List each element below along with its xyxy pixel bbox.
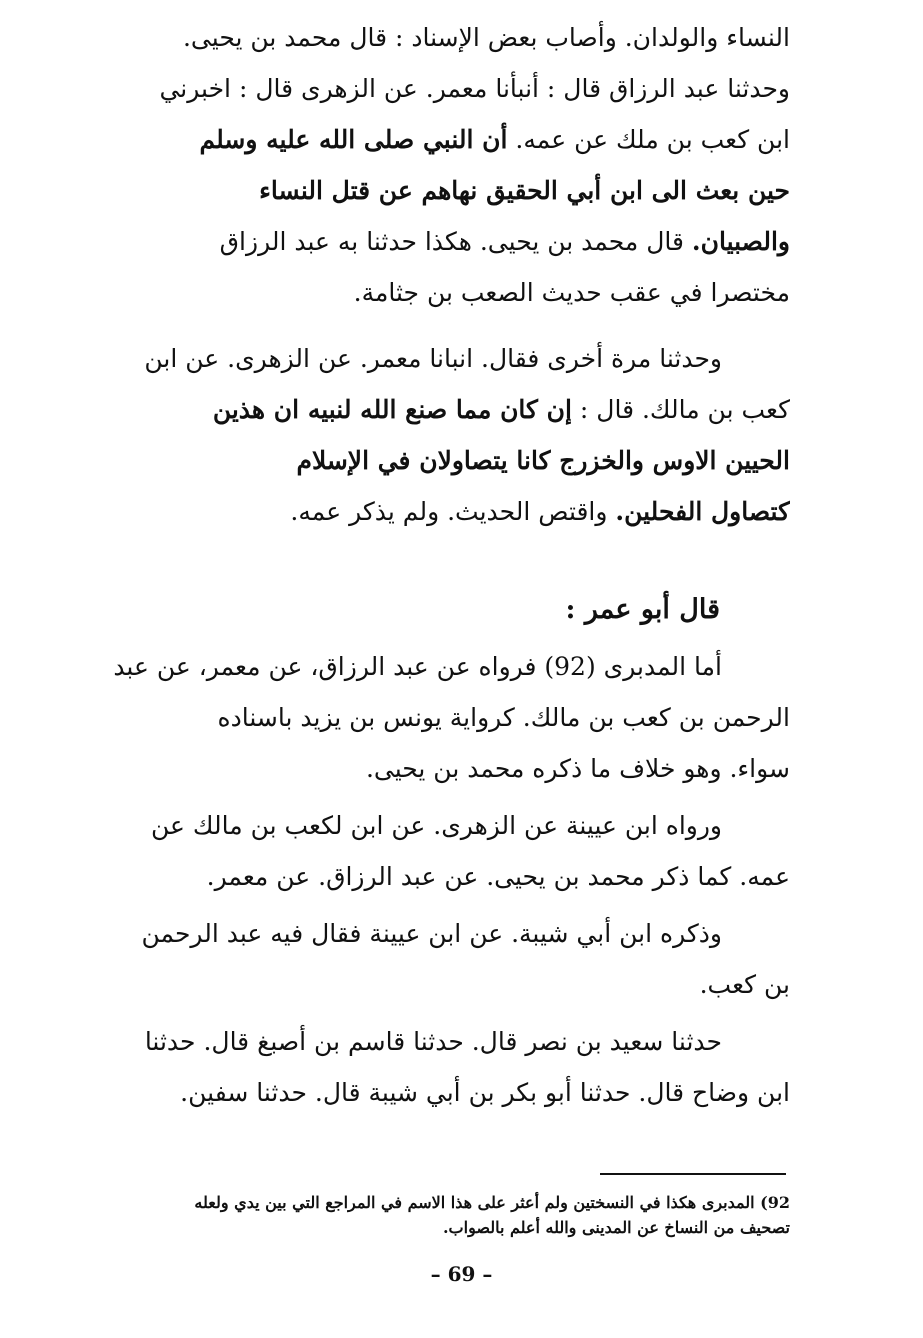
text-run: وحدثنا مرة أخرى فقال. انبانا معمر. عن الزهرى. عن ابن (144, 344, 722, 373)
text-line (110, 114, 790, 165)
text-line (110, 63, 790, 114)
text-line (110, 12, 790, 63)
text-line (110, 1016, 790, 1067)
text-line (110, 165, 790, 216)
footnote-line: 92) المدبرى هكذا في النسختين ولم أعثر على هذا الاسم في المراجع التي بين يدي ولعله (194, 1193, 790, 1212)
text-line (110, 743, 790, 794)
text-run: أما المدبرى (92) فرواه عن عبد الرزاق، عن معمر، عن عبد (113, 652, 722, 681)
text-run: وذكره ابن أبي شيبة. عن ابن عيينة فقال فيه عبد الرحمن (141, 919, 722, 948)
text-line (110, 908, 790, 959)
paragraph-1 (110, 12, 790, 318)
hadith-text: الحيين الاوس والخزرج كانا يتصاولان في الإسلام (296, 446, 790, 475)
paragraph-5 (110, 908, 790, 1010)
text-line (110, 641, 790, 692)
paragraph-3 (110, 641, 790, 794)
page-body (110, 12, 790, 1118)
section-heading: قال أبو عمر : (565, 594, 720, 625)
page-number: – 69 – (430, 1262, 493, 1286)
text-run: النساء والولدان. وأصاب بعض الإسناد : قال محمد بن يحيى. (182, 23, 790, 52)
text-line (110, 486, 790, 537)
footnote-divider (600, 1173, 786, 1175)
text-line (110, 267, 790, 318)
text-line (110, 959, 790, 1010)
text-run: ورواه ابن عيينة عن الزهرى. عن ابن لكعب بن مالك عن (151, 811, 722, 840)
text-line (110, 216, 790, 267)
text-run: حدثنا سعيد بن نصر قال. حدثنا قاسم بن أصبغ قال. حدثنا (144, 1027, 722, 1056)
text-run: ابن كعب بن ملك عن عمه. (507, 125, 790, 154)
text-run: سواء. وهو خلاف ما ذكره محمد بن يحيى. (365, 754, 790, 783)
hadith-text: حين بعث الى ابن أبي الحقيق نهاهم عن قتل النساء (259, 176, 790, 205)
text-run: عمه. كما ذكر محمد بن يحيى. عن عبد الرزاق. عن معمر. (206, 862, 790, 891)
text-line (110, 1067, 790, 1118)
text-line (110, 384, 790, 435)
footnote-line: تصحيف من النساخ عن المدينى والله أعلم بالصواب. (442, 1218, 790, 1237)
text-line (110, 692, 790, 743)
text-run: كعب بن مالك. قال : (571, 395, 790, 424)
text-run: مختصرا في عقب حديث الصعب بن جثامة. (353, 278, 790, 307)
text-run: قال محمد بن يحيى. هكذا حدثنا به عبد الرزاق (219, 227, 692, 256)
paragraph-6 (110, 1016, 790, 1118)
paragraph-4 (110, 800, 790, 902)
text-run: وحدثنا عبد الرزاق قال : أنبأنا معمر. عن الزهرى قال : اخبرني (159, 74, 790, 103)
text-run: بن كعب. (699, 970, 790, 999)
text-run: ابن وضاح قال. حدثنا أبو بكر بن أبي شيبة قال. حدثنا سفين. (180, 1078, 790, 1107)
text-line (110, 800, 790, 851)
hadith-text: أن النبي صلى الله عليه وسلم (199, 125, 508, 154)
paragraph-2 (110, 333, 790, 537)
hadith-text: كتصاول الفحلين. (615, 497, 790, 526)
hadith-text: والصبيان. (691, 227, 790, 256)
text-line (110, 435, 790, 486)
text-run: واقتص الحديث. ولم يذكر عمه. (290, 497, 616, 526)
footnote (110, 1190, 790, 1240)
text-line (110, 333, 790, 384)
text-run: الرحمن بن كعب بن مالك. كرواية يونس بن يزيد باسناده (217, 703, 790, 732)
text-line (110, 851, 790, 902)
hadith-text: إن كان مما صنع الله لنبيه ان هذين (212, 395, 572, 424)
